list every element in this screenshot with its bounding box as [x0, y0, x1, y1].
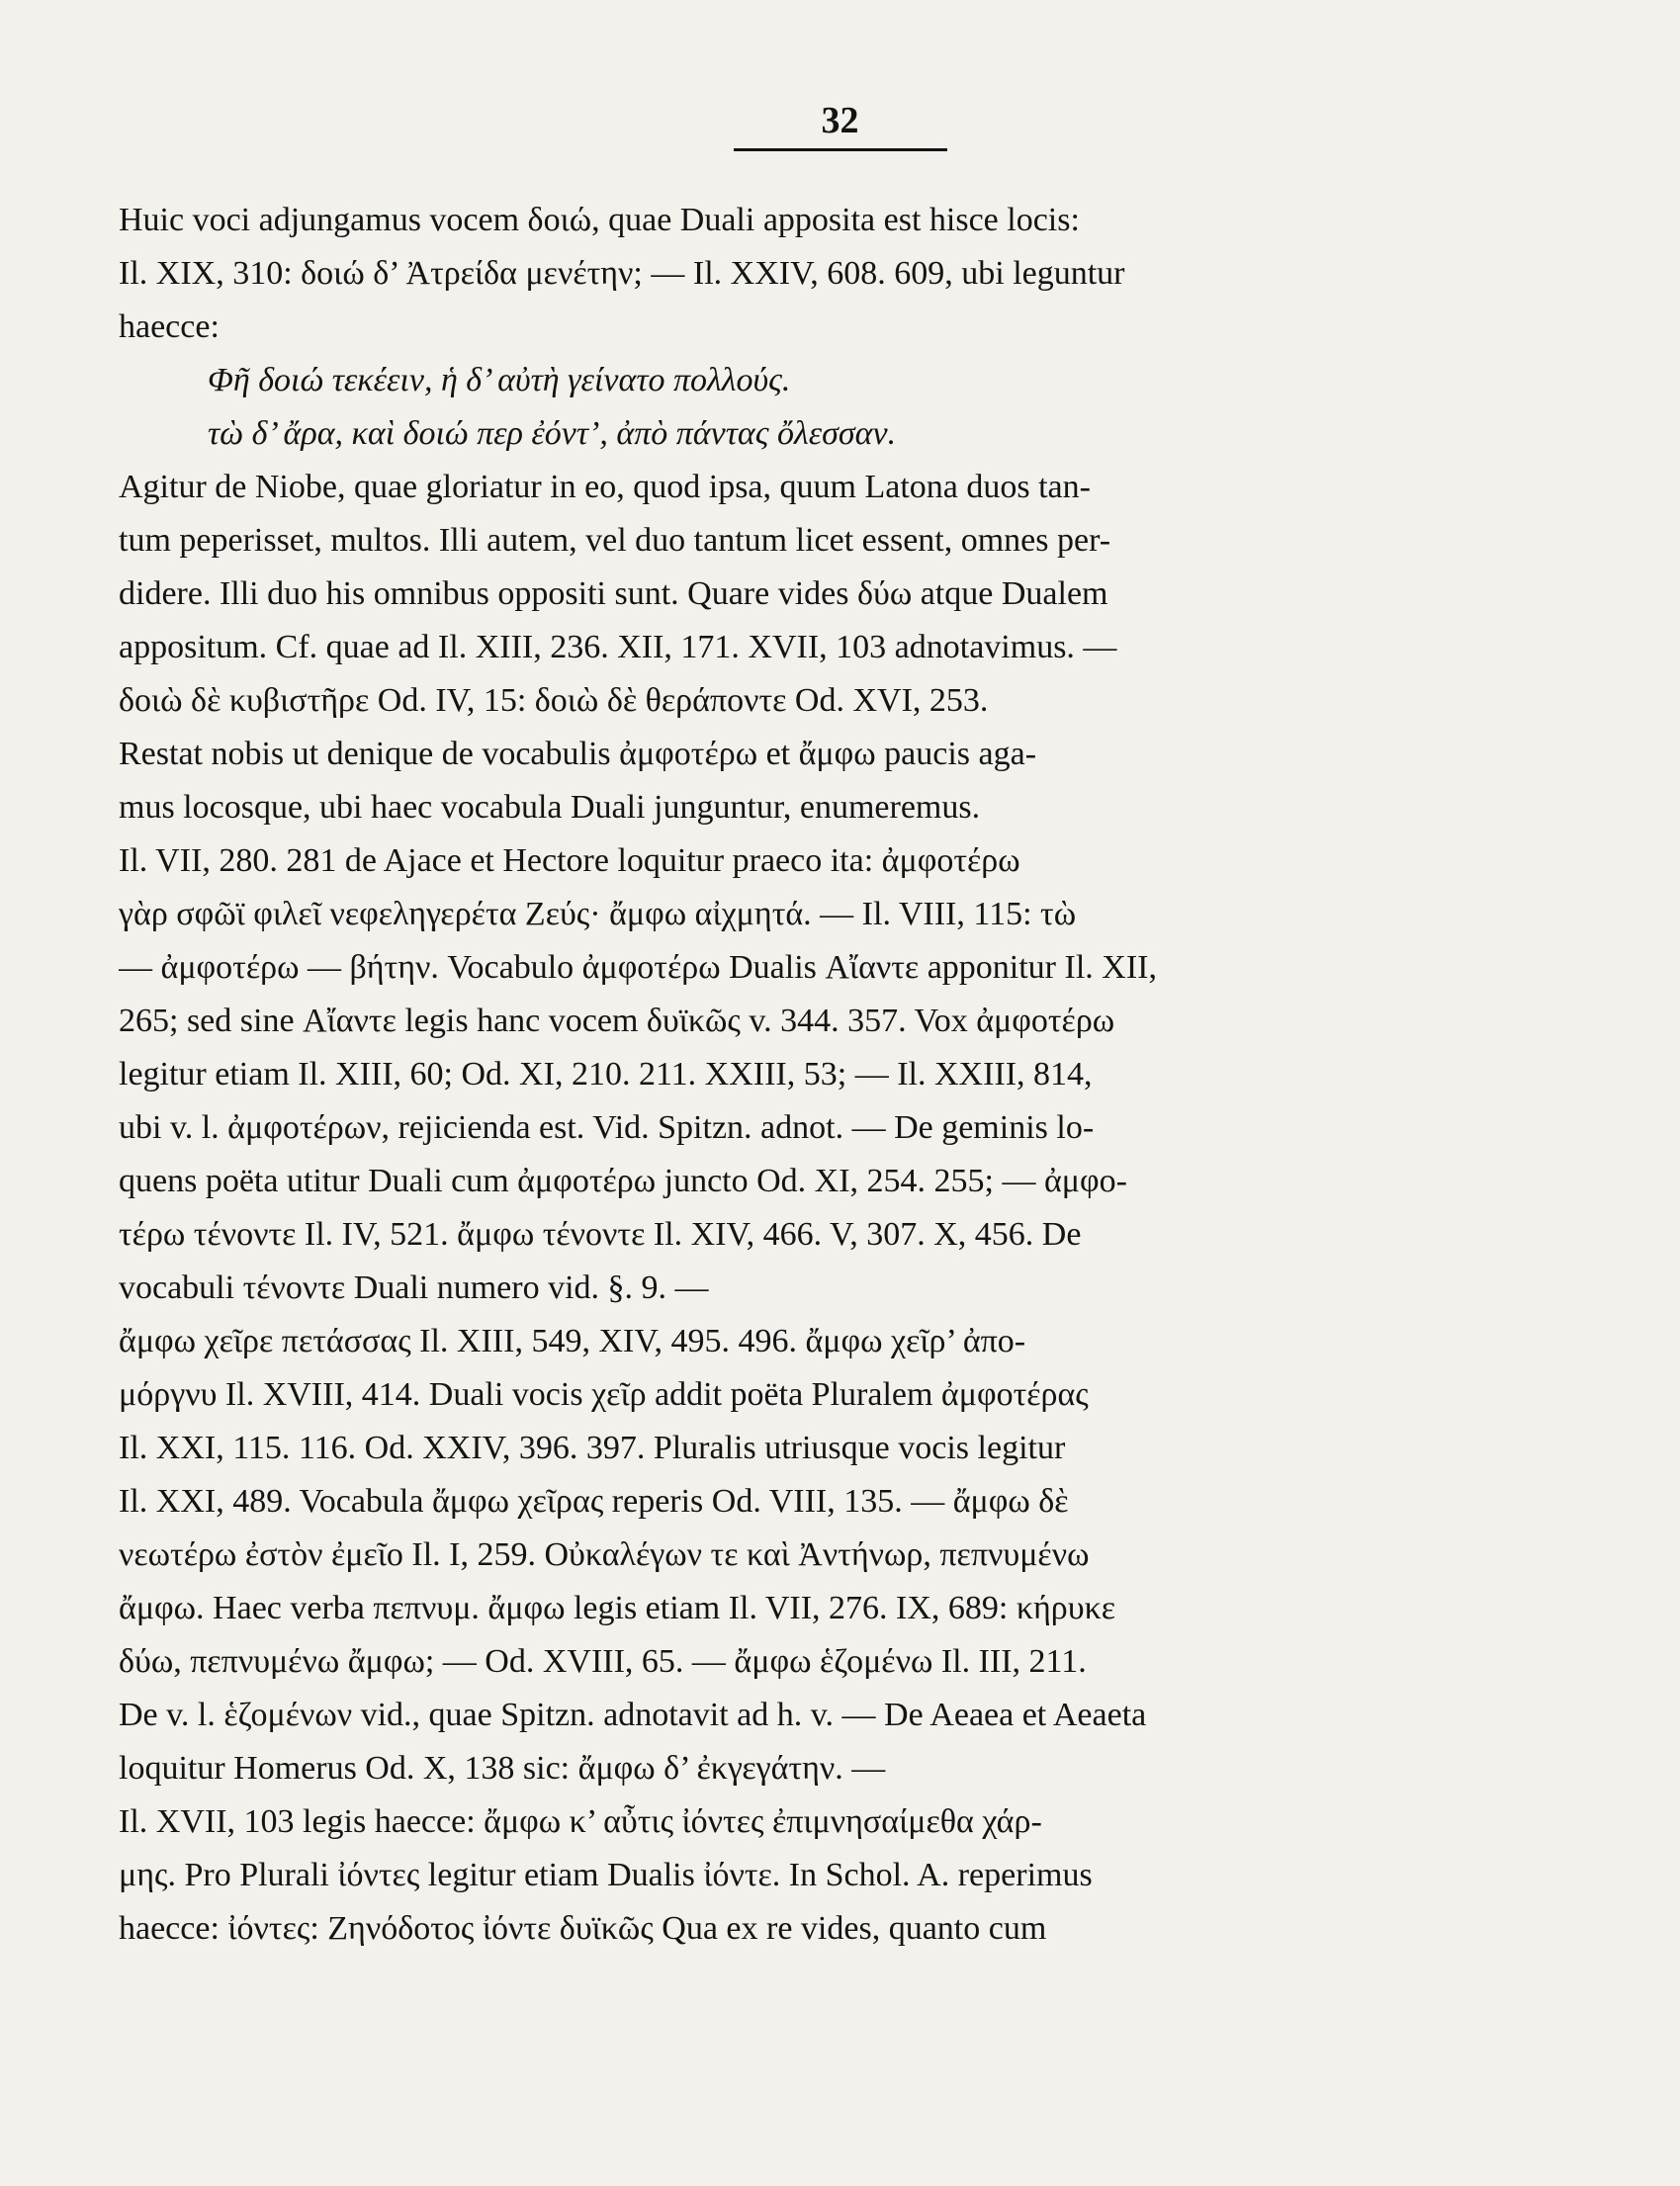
text-line: ἄμφω χεῖρε πετάσσας Il. XIII, 549, XIV, 495. 496. ἄμφω χεῖρ’ ἀπο- — [119, 1323, 1026, 1359]
text-line: Agitur de Niobe, quae gloriatur in eo, quod ipsa, quum Latona duos tan- — [119, 469, 1091, 505]
text-line: Il. XVII, 103 legis haecce: ἄμφω κ’ αὖτις ἰόντες ἐπιμνησαίμεθα χάρ- — [119, 1803, 1042, 1840]
text-line: mus locosque, ubi haec vocabula Duali junguntur, enumeremus. — [119, 789, 981, 826]
text-line: νεωτέρω ἐστὸν ἐμεῖο Il. I, 259. Οὐκαλέγων τε καὶ Ἀντήνωρ, πεπνυμένω — [119, 1536, 1090, 1573]
text-line: — ἀμφοτέρω — βήτην. Vocabulo ἀμφοτέρω Dualis Αἴαντε apponitur Il. XII, — [119, 949, 1157, 986]
page-number: 32 — [821, 100, 859, 141]
header-rule — [734, 148, 947, 151]
text-line: Restat nobis ut denique de vocabulis ἀμφοτέρω et ἄμφω paucis aga- — [119, 736, 1037, 772]
text-line: Il. XXI, 115. 116. Od. XXIV, 396. 397. Pluralis utriusque vocis legitur — [119, 1430, 1066, 1466]
text-line: μόργνυ Il. XVIII, 414. Duali vocis χεῖρ addit poëta Pluralem ἀμφοτέρας — [119, 1376, 1089, 1413]
text-line: legitur etiam Il. XIII, 60; Od. XI, 210. 211. XXIII, 53; — Il. XXIII, 814, — [119, 1056, 1093, 1093]
text-line: δύω, πεπνυμένω ἄμφω; — Od. XVIII, 65. — ἄμφω ἑζομένω Il. III, 211. — [119, 1643, 1087, 1680]
text-line: 265; sed sine Αἴαντε legis hanc vocem δυϊκῶς v. 344. 357. Vox ἀμφοτέρω — [119, 1003, 1115, 1039]
text-line: Il. XXI, 489. Vocabula ἄμφω χεῖρας reperis Od. VIII, 135. — ἄμφω δὲ — [119, 1483, 1069, 1520]
text-line: quens poëta utitur Duali cum ἀμφοτέρω juncto Od. XI, 254. 255; — ἀμφο- — [119, 1163, 1127, 1199]
text-line: appositum. Cf. quae ad Il. XIII, 236. XII, 171. XVII, 103 adnotavimus. — — [119, 629, 1117, 665]
text-line: ubi v. l. ἀμφοτέρων, rejicienda est. Vid. Spitzn. adnot. — De geminis lo- — [119, 1109, 1095, 1146]
text-line: De v. l. ἑζομένων vid., quae Spitzn. adnotavit ad h. v. — De Aeaea et Aeaeta — [119, 1697, 1147, 1733]
text-line: Il. VII, 280. 281 de Ajace et Hectore loquitur praeco ita: ἀμφοτέρω — [119, 842, 1020, 879]
text-line: loquitur Homerus Od. X, 138 sic: ἄμφω δ’ ἐκγεγάτην. — — [119, 1750, 886, 1787]
text-line: haecce: ἰόντες: Ζηνόδοτος ἰόντε δυϊκῶς Qua ex re vides, quanto cum — [119, 1910, 1047, 1947]
text-line: vocabuli τένοντε Duali numero vid. §. 9. — — [119, 1269, 709, 1306]
text-line: haecce: — [119, 308, 220, 345]
text-line: Il. XIX, 310: δοιώ δ’ Ἀτρείδα μενέτην; — Il. XXIV, 608. 609, ubi leguntur — [119, 255, 1125, 292]
text-line: γὰρ σφῶϊ φιλεῖ νεφεληγερέτα Ζεύς· ἄμφω αἰχμητά. — Il. VIII, 115: τὼ — [119, 896, 1077, 932]
text-line: tum peperisset, multos. Illi autem, vel duo tantum licet essent, omnes per- — [119, 522, 1111, 559]
text-line: ἄμφω. Haec verba πεπνυμ. ἄμφω legis etiam Il. VII, 276. IX, 689: κήρυκε — [119, 1590, 1115, 1626]
verse-line: Φῆ δοιώ τεκέειν, ἡ δ’ αὐτὴ γείνατο πολλούς. — [208, 362, 791, 398]
text-line: τέρω τένοντε Il. IV, 521. ἄμφω τένοντε Il. XIV, 466. V, 307. X, 456. De — [119, 1216, 1082, 1253]
text-line: δοιὼ δὲ κυβιστῆρε Od. IV, 15: δοιὼ δὲ θεράποντε Od. XVI, 253. — [119, 682, 989, 719]
body-text — [119, 194, 1562, 1956]
text-line: μης. Pro Plurali ἰόντες legitur etiam Dualis ἰόντε. In Schol. A. reperimus — [119, 1857, 1093, 1893]
text-line: Huic voci adjungamus vocem δοιώ, quae Duali apposita est hisce locis: — [119, 202, 1080, 238]
text-line: didere. Illi duo his omnibus oppositi sunt. Quare vides δύω atque Dualem — [119, 575, 1108, 612]
verse-line: τὼ δ’ ἄρα, καὶ δοιώ περ ἐόντ’, ἀπὸ πάντας ὄλεσσαν. — [208, 415, 897, 452]
